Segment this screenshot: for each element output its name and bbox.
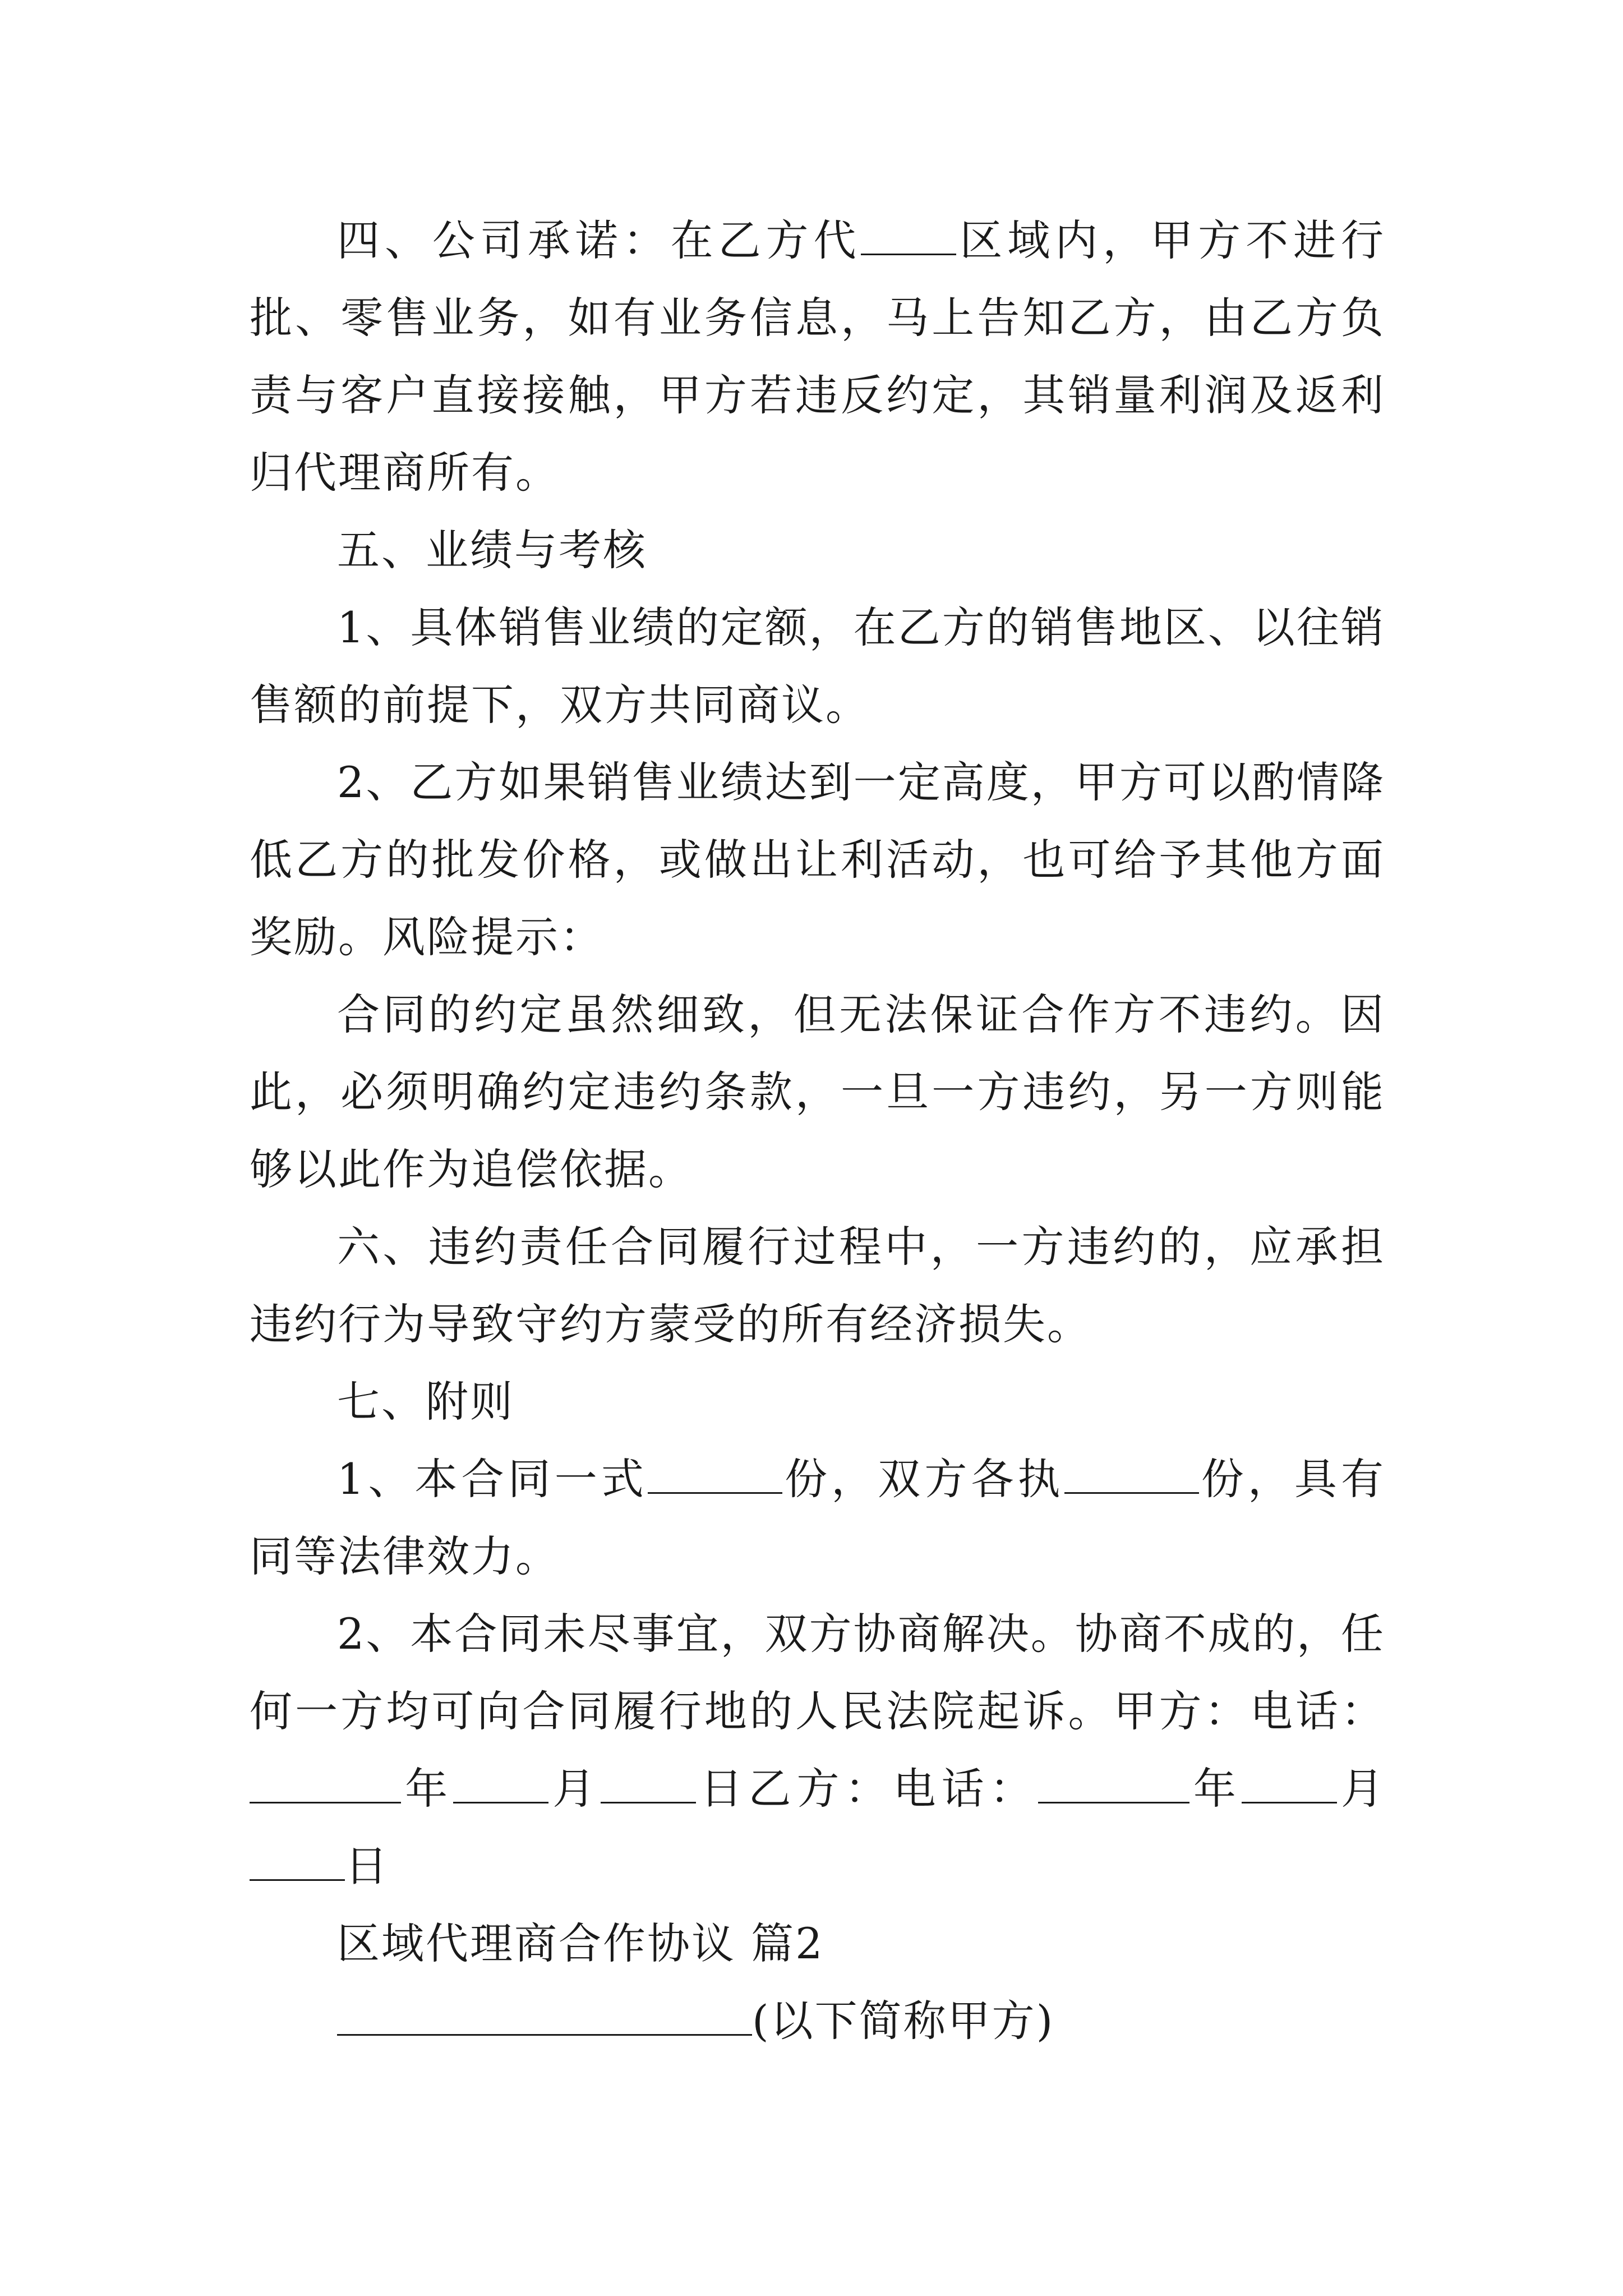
clause-7-2	[250, 1595, 1385, 1905]
date-month-blank-a	[453, 1765, 548, 1803]
date-year-blank-b	[1038, 1765, 1189, 1803]
clause-7-1-text-b: 份，双方各执	[782, 1454, 1064, 1504]
clause-7-heading: 七、附则	[337, 1377, 514, 1427]
clause-5-2: 2、乙方如果销售业绩达到一定高度，甲方可以酌情降低乙方的批发价格，或做出让利活动，也可给予其他方面奖励。风险提示：	[250, 757, 1385, 962]
clause-5-heading: 五、业绩与考核	[337, 525, 647, 575]
date-year-blank-a	[250, 1765, 401, 1803]
clause-4-text-a: 四、公司承诺：在乙方代	[337, 215, 861, 265]
clause-4-text-b: 区域内，甲方不进行批、零售业务，如有业务信息，马上告知乙方，由乙方负责与客户直接接触，甲方若违反约定，其销量利润及返利归代理商所有。	[250, 215, 1386, 498]
sign-month-b: 月	[1336, 1764, 1386, 1814]
document-page	[250, 202, 1385, 2060]
date-month-blank-b	[1242, 1765, 1337, 1803]
date-day-blank-b	[250, 1842, 345, 1881]
clause-6: 六、违约责任合同履行过程中，一方违约的，应承担违约行为导致守约方蒙受的所有经济损失。	[250, 1222, 1385, 1349]
sign-day-b: 日	[345, 1841, 389, 1891]
clause-7-1-text-c: 份，具有同等法律效力。	[250, 1454, 1386, 1581]
clause-5-1: 1、具体销售业绩的定额，在乙方的销售地区、以往销售额的前提下，双方共同商议。	[250, 602, 1385, 730]
clause-7-1	[250, 1441, 1385, 1595]
date-day-blank-a	[601, 1765, 696, 1803]
clause-4	[250, 202, 1385, 512]
party-a-name-blank	[337, 1997, 752, 2036]
copies-each-blank	[1064, 1455, 1199, 1494]
clause-7-1-text-a: 1、本合同一式	[337, 1454, 648, 1504]
sign-year-b: 年	[1189, 1764, 1242, 1814]
risk-note: 合同的约定虽然细致，但无法保证合作方不违约。因此，必须明确约定违约条款，一旦一方违约，另一方则能够以此作为追偿依据。	[250, 990, 1385, 1194]
sign-month-a: 月	[548, 1764, 601, 1814]
party-a-line	[250, 1982, 1385, 2060]
clause-7-2-text: 2、本合同未尽事宜，双方协商解决。协商不成的，任何一方均可向合同履行地的人民法院起诉。甲方：电话：	[250, 1609, 1385, 1736]
party-a-suffix: (以下简称甲方)	[752, 1996, 1055, 2046]
region-blank	[861, 217, 956, 255]
sign-day-a: 日乙方：电话：	[696, 1764, 1038, 1814]
copies-blank	[648, 1455, 782, 1494]
sign-year-a: 年	[401, 1764, 454, 1814]
section-2-heading: 区域代理商合作协议 篇2	[337, 1918, 824, 1968]
